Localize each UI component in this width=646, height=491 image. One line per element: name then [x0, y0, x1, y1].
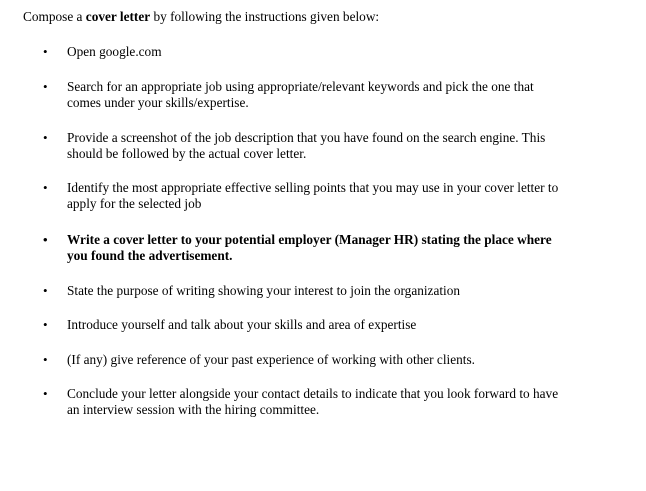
intro-suffix: by following the instructions given below:	[150, 9, 380, 24]
bullet-icon: •	[43, 283, 48, 298]
bullet-icon: •	[43, 317, 48, 332]
bullet-icon: •	[43, 44, 48, 59]
list-item-text: (If any) give reference of your past experience of working with other clients.	[67, 352, 475, 367]
list-item	[43, 44, 567, 60]
bullet-icon: •	[43, 130, 48, 145]
list-item-text: Introduce yourself and talk about your skills and area of expertise	[67, 317, 417, 332]
list-item	[43, 130, 567, 162]
list-item-text: Search for an appropriate job using appropriate/relevant keywords and pick the one that comes under your skills/expertise.	[67, 79, 534, 110]
bullet-icon: •	[43, 386, 48, 401]
list-item	[43, 283, 567, 299]
list-item-text: Open google.com	[67, 44, 162, 59]
bullet-icon: •	[43, 180, 48, 195]
bullet-icon: •	[43, 232, 48, 247]
list-item-text: Provide a screenshot of the job description that you have found on the search engine. This should be followed by the actual cover letter.	[67, 130, 546, 161]
list-item	[43, 386, 567, 418]
list-item	[43, 180, 567, 212]
list-item-text: Write a cover letter to your potential employer (Manager HR) stating the place where you found the advertisement.	[67, 232, 552, 263]
list-item-text: State the purpose of writing showing your interest to join the organization	[67, 283, 461, 298]
list-item	[43, 232, 567, 264]
list-item	[43, 79, 567, 111]
list-item-text: Identify the most appropriate effective selling points that you may use in your cover letter to apply for the selected job	[67, 180, 559, 211]
intro-emphasis: cover letter	[85, 9, 151, 24]
intro-sentence	[23, 9, 379, 25]
intro-prefix: Compose a	[23, 9, 86, 24]
bullet-icon: •	[43, 352, 48, 367]
list-item	[43, 352, 567, 368]
list-item-text: Conclude your letter alongside your contact details to indicate that you look forward to have an interview session with the hiring committee.	[67, 386, 559, 417]
list-item	[43, 317, 567, 333]
bullet-icon: •	[43, 79, 48, 94]
